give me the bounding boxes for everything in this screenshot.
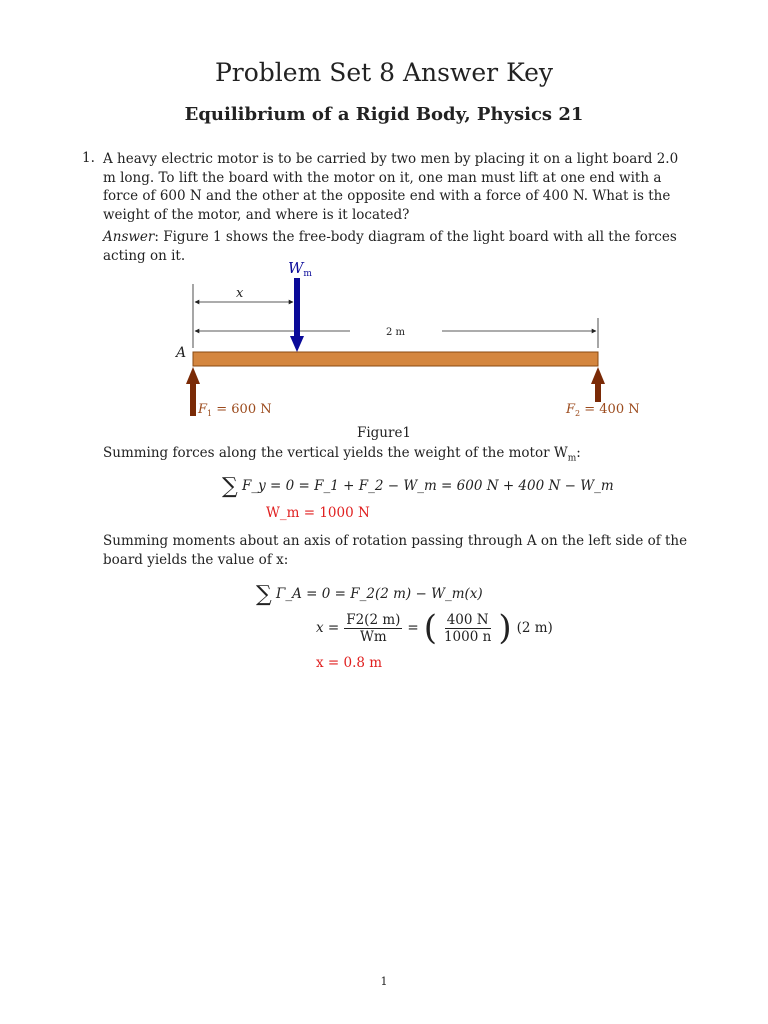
f1-arrow-shaft — [190, 382, 196, 416]
fraction-1: $\frac{F2(2 m)}{Wm}$ — [346, 611, 401, 645]
equation-x — [316, 608, 553, 648]
eq3-equals: = — [407, 620, 419, 636]
weight-arrow-shaft — [294, 278, 300, 338]
f1-arrow-head — [186, 367, 200, 384]
problem-question: A heavy electric motor is to be carried by two men by placing it on a light board 2.0 m long. To lift the board with the motor on it, one man must lift at one end with a force of 600 N and the other at the opposite end with a force of 400 N. What is the weight of the motor, and where is it located? — [103, 151, 679, 223]
equation-sum-forces: ∑ F_y = 0 = F_1 + F_2 − W_m = 600 N + 400 N − W_m — [222, 474, 614, 499]
sum-forces-sub: m — [567, 453, 577, 464]
fraction-2: $\frac{400 N}{1000 n}$ — [443, 611, 492, 645]
board — [193, 352, 598, 366]
sigma-symbol: ∑ — [222, 474, 238, 499]
page-subtitle: Equilibrium of a Rigid Body, Physics 21 — [184, 104, 584, 125]
answer-text: : Figure 1 shows the free-body diagram of the light board with all the forces acting on it. — [103, 229, 677, 264]
result-weight: W_m = 1000 N — [266, 505, 370, 521]
answer-label: Answer — [103, 229, 155, 245]
problem-number: 1. — [82, 150, 95, 166]
x-label: x — [236, 286, 244, 301]
result-x: x = 0.8 m — [316, 655, 383, 671]
eq3-lhs: x = — [316, 620, 340, 636]
weight-label: $W_m$ — [288, 259, 312, 279]
paren-close: ) — [498, 608, 512, 648]
f2-label: $F_2 = 400$ N — [566, 402, 640, 418]
sum-moments-text: Summing moments about an axis of rotation passing through A on the left side of the board yields the value of x: — [103, 533, 688, 568]
page-number: 1 — [380, 975, 388, 988]
f2-arrow-head — [591, 367, 605, 384]
sum-forces-text: Summing forces along the vertical yields the weight of the motor $W_m$: — [103, 445, 581, 464]
eq3-tail: (2 m) — [516, 620, 553, 636]
page-title: Problem Set 8 Answer Key — [214, 58, 554, 87]
f1-label: $F_1 = 600$ N — [198, 402, 272, 418]
figure-caption: Figure1 — [356, 425, 412, 441]
length-label: 2 m — [386, 327, 406, 338]
weight-arrow-head — [290, 336, 304, 352]
paren-open: ( — [423, 608, 437, 648]
sigma-symbol: ∑ — [256, 582, 272, 607]
f2-arrow-shaft — [595, 382, 601, 402]
pivot-label: A — [176, 345, 187, 361]
equation-sum-moments: ∑ Γ_A = 0 = F_2(2 m) − W_m(x) — [256, 582, 483, 607]
